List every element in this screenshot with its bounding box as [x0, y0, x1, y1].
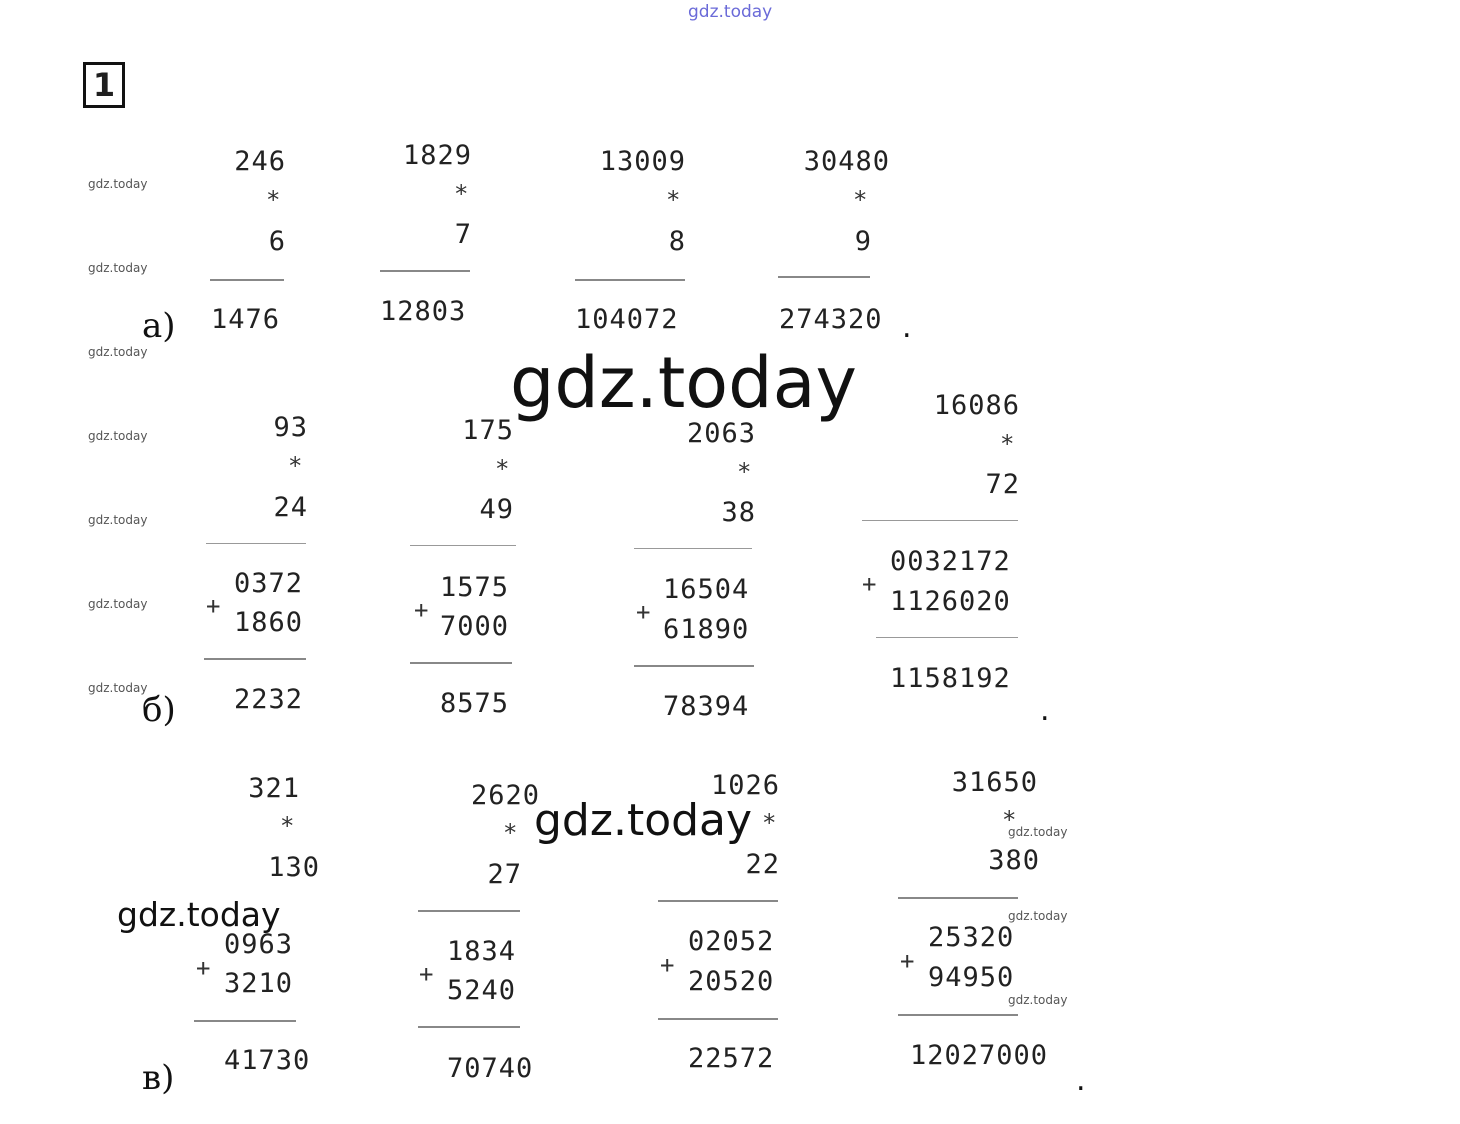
section-label-b: б): [142, 690, 176, 730]
partial-product: 3210: [224, 968, 294, 999]
multiplier: 7: [454, 219, 472, 250]
product: 70740: [447, 1053, 534, 1084]
multiply-sign: *: [266, 186, 281, 214]
multiplier: 8: [668, 226, 686, 257]
watermark-small: gdz.today: [88, 597, 148, 611]
multiplicand: 1829: [402, 140, 472, 171]
watermark-small: gdz.today: [88, 261, 148, 275]
multiplicand: 2063: [686, 418, 756, 449]
watermark-large: gdz.today: [510, 342, 857, 424]
result-line: [210, 279, 284, 281]
multiplicand: 31650: [951, 767, 1038, 798]
multiply-sign: *: [1000, 430, 1015, 458]
multiplier: 9: [854, 226, 872, 257]
multiplicand: 246: [234, 146, 286, 177]
product: 22572: [688, 1043, 775, 1074]
multiply-sign: *: [454, 180, 469, 208]
section-label-c: в): [142, 1058, 175, 1098]
result-line: [658, 1018, 778, 1020]
result-line: [204, 658, 306, 660]
task-number: 1: [83, 62, 125, 108]
result-line: [194, 1020, 296, 1022]
header-watermark: gdz.today: [688, 2, 773, 22]
separator-line: [418, 910, 520, 912]
product: 274320: [779, 304, 883, 335]
plus-sign: +: [196, 954, 211, 982]
watermark-small: gdz.today: [88, 177, 148, 191]
partial-product: 0372: [234, 568, 304, 599]
product: 12803: [380, 296, 467, 327]
product: 41730: [224, 1045, 311, 1076]
multiply-sign: *: [853, 186, 868, 214]
watermark-small: gdz.today: [88, 345, 148, 359]
partial-product: 0963: [224, 929, 294, 960]
product: 2232: [234, 684, 304, 715]
multiplicand: 30480: [803, 146, 890, 177]
end-mark: .: [902, 310, 912, 345]
product: 1476: [211, 304, 281, 335]
multiplicand: 1026: [710, 770, 780, 801]
partial-product: 94950: [928, 962, 1015, 993]
multiply-sign: *: [495, 455, 510, 483]
multiplier: 49: [479, 494, 514, 525]
watermark-small: gdz.today: [1008, 993, 1068, 1007]
separator-line: [410, 545, 516, 546]
product: 12027000: [910, 1040, 1049, 1071]
partial-product: 20520: [688, 966, 775, 997]
result-line: [898, 1014, 1018, 1016]
partial-product: 1126020: [890, 586, 1011, 617]
watermark-small: gdz.today: [88, 429, 148, 443]
separator-line: [658, 900, 778, 902]
multiplier: 6: [268, 226, 286, 257]
result-line: [778, 276, 870, 278]
multiply-sign: *: [288, 452, 303, 480]
plus-sign: +: [900, 947, 915, 975]
section-label-a: а): [142, 306, 176, 346]
partial-product: 1575: [440, 572, 510, 603]
product: 104072: [575, 304, 679, 335]
multiplier: 24: [273, 492, 308, 523]
plus-sign: +: [419, 960, 434, 988]
separator-line: [634, 548, 752, 549]
watermark-large: gdz.today: [534, 795, 753, 846]
multiplicand: 321: [248, 773, 300, 804]
multiply-sign: *: [503, 819, 518, 847]
separator-line: [862, 520, 1018, 521]
product: 8575: [440, 688, 510, 719]
result-line: [418, 1026, 520, 1028]
partial-product: 1834: [447, 936, 517, 967]
result-line: [575, 279, 685, 281]
multiplicand: 93: [273, 412, 308, 443]
partial-product: 5240: [447, 975, 517, 1006]
multiplicand: 175: [462, 415, 514, 446]
multiplicand: 2620: [470, 780, 540, 811]
result-line: [380, 270, 470, 272]
partial-product: 16504: [663, 574, 750, 605]
separator-line: [898, 897, 1018, 899]
partial-product: 25320: [928, 922, 1015, 953]
multiply-sign: *: [280, 812, 295, 840]
multiply-sign: *: [1002, 806, 1017, 834]
partial-product: 61890: [663, 614, 750, 645]
product: 78394: [663, 691, 750, 722]
watermark-small: gdz.today: [88, 681, 148, 695]
multiplicand: 16086: [933, 390, 1020, 421]
multiply-sign: *: [737, 458, 752, 486]
result-line: [410, 662, 512, 664]
multiply-sign: *: [666, 186, 681, 214]
end-mark: .: [1076, 1063, 1086, 1098]
plus-sign: +: [660, 951, 675, 979]
multiplier: 380: [988, 845, 1040, 876]
partial-product: 7000: [440, 611, 510, 642]
product: 1158192: [890, 663, 1011, 694]
plus-sign: +: [636, 598, 651, 626]
partial-product: 1860: [234, 607, 304, 638]
multiplier: 22: [745, 849, 780, 880]
result-line: [876, 637, 1018, 638]
multiplier: 38: [721, 497, 756, 528]
end-mark: .: [1040, 693, 1050, 728]
partial-product: 0032172: [890, 546, 1011, 577]
watermark-small: gdz.today: [1008, 825, 1068, 839]
separator-line: [206, 543, 306, 544]
watermark-small: gdz.today: [1008, 909, 1068, 923]
watermark-large: gdz.today: [117, 895, 281, 934]
plus-sign: +: [862, 570, 877, 598]
plus-sign: +: [414, 596, 429, 624]
result-line: [634, 665, 754, 667]
partial-product: 02052: [688, 926, 775, 957]
multiplier: 72: [985, 469, 1020, 500]
multiplicand: 13009: [599, 146, 686, 177]
watermark-small: gdz.today: [88, 513, 148, 527]
multiplier: 130: [268, 852, 320, 883]
plus-sign: +: [206, 592, 221, 620]
multiply-sign: *: [762, 809, 777, 837]
multiplier: 27: [487, 859, 522, 890]
